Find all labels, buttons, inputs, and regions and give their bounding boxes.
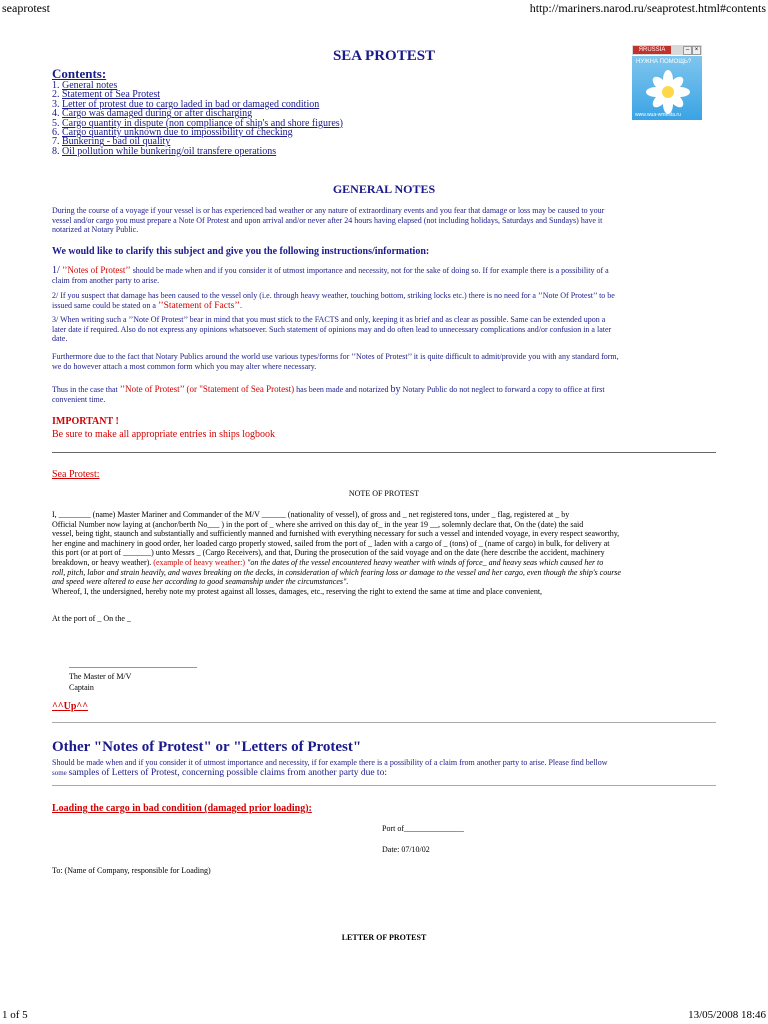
list-item: 4. Cargo was damaged during or after discharging	[52, 108, 253, 120]
master-label: The Master of M/V	[69, 672, 132, 681]
list-item: 2. Statement of Sea Protest	[52, 89, 161, 101]
instruction-3: 3/ When writing such a ’’Note Of Protest’’ bear in mind that you must stick to the FACTS and only, keeping it as brief and as clear as possible. Same can be extended upon a later date if required. Also do not express any opinions whatsoever. Such statement of opinions may and do often lead to unnecessary complications and/or confusion in a later date.	[52, 315, 612, 344]
list-item: 1. General notes	[52, 80, 118, 91]
list-item: 6. Cargo quantity unknown due to impossibility of checking	[52, 127, 293, 139]
instruction-forward: Thus in the case that ’’Note of Protest’’ (or "Statement of Sea Protest) has been made and notarized by Notary Public do not neglect to forward a copy to office at first convenient time.	[52, 384, 605, 404]
other-notes-heading: Other "Notes of Protest" or "Letters of Protest"	[52, 739, 362, 755]
clarify-heading: We would like to clarify this subject and give you the following instructions/information:	[52, 246, 430, 257]
banner-help-text: НУЖНА ПОМОЩЬ?	[636, 59, 692, 65]
toc-link-quantity-unknown[interactable]: Cargo quantity unknown due to impossibility of checking	[62, 127, 293, 139]
signature-line: ________________________________	[69, 660, 197, 669]
at-port-line: At the port of _ On the _	[52, 614, 131, 623]
important-label: IMPORTANT !	[52, 416, 119, 427]
toc-link-bunkering[interactable]: Bunkering - bad oil quality	[62, 136, 171, 148]
banner-url: www.wua-wmesta.ru	[635, 112, 681, 118]
toc-link-quantity-dispute[interactable]: Cargo quantity in dispute (non compliance of ship's and shore figures)	[62, 117, 344, 129]
contents-list	[52, 81, 343, 156]
banner-logo: ЯRUSSIA	[633, 46, 671, 54]
general-notes-intro: During the course of a voyage if your vessel is or has experienced bad weather or any nature of extraordinary events and you fear that damage or loss may be caused to your vessel and/or cargo you must prepare a Note Of Protest and upon arrival and/or never after 24 hours having elapsed (not including holidays, Saturdays and Sundays) have it notarized at Notary Public.	[52, 206, 605, 235]
toc-link-statement[interactable]: Statement of Sea Protest	[62, 89, 161, 101]
other-notes-intro: Should be made when and if you consider it of utmost importance and necessity, if for example there is a possibility of a claim from another party to arise. Please find bellow some samples of Letters of Protest, concerning possible claims from another party due to:	[52, 758, 608, 778]
general-notes-heading: GENERAL NOTES	[332, 182, 436, 196]
browser-page-title: seaprotest	[2, 1, 50, 15]
to-company-line: To: (Name of Company, responsible for Loading)	[52, 866, 211, 875]
instruction-1: 1/ ’’Notes of Protest’’ should be made when and if you consider it of utmost importance and necessity, not for the sake of doing so. If for example there is a possibility of a claim from another party to arise.	[52, 265, 609, 285]
instruction-forms: Furthermore due to the fact that Notary Publics around the world use various types/forms for ’’Notes of Protest’’ it is quite difficult to admit/provide you with any standard form, we do however attach a most common form which you may alter where necessary.	[52, 352, 619, 371]
letter-of-protest-title: LETTER OF PROTEST	[341, 933, 427, 942]
important-text: Be sure to make all appropriate entries in ships logbook	[52, 429, 276, 440]
divider	[52, 452, 716, 453]
print-timestamp: 13/05/2008 18:46	[688, 1009, 766, 1021]
port-of-field: Port of_______________	[382, 824, 464, 833]
note-of-protest-body: I, ________ (name) Master Mariner and Commander of the M/V ______ (nationality of vessel), of gross and _ net registered tons, under _ flag, registered at _ by Official Number now laying at (anchor/berth No___ ) in the port of _ where she arrived on this day of_ in the year 19 __, solemnly declare that, On the (date) the said vessel, being tight, staunch and substantially and sufficiently manned and furnished with everything necessary for such a vessel and intended voyage, in every respect seaworthy, her engine and machinery in good order, her loaded cargo properly stowed, sailed from the port of _ laden with a cargo of _ (tons) of _ (name of cargo) in bulk, for delivery at this port (or at port of _______) unto Messrs _ (Cargo Receivers), and that, During the prosecution of the said voyage and on the date (here describe the accident, machinery breakdown, or heavy weather). (example of heavy weather:) "on the dates of the vessel encountered heavy weather with winds of force_ and heavy seas which caused her to roll, pitch, labor and strain heavily, and waves breaking on the decks, in consideration of which fearing loss or damage to the vessel and her cargo, even though the ship's course and speed were altered to ease her according to good seamanship under the circumstances". Whereof, I, the undersigned, hereby note my protest against all losses, damages, etc., reserving the right to extend the same at time and place convenient,	[52, 510, 621, 596]
toc-link-oil-pollution[interactable]: Oil pollution while bunkering/oil transfere operations	[62, 145, 277, 157]
captain-label: Captain	[69, 683, 94, 692]
toc-link-general-notes[interactable]: General notes	[62, 80, 118, 91]
banner-toolbar	[632, 45, 702, 55]
banner-minimize-button[interactable]: ‒	[683, 46, 692, 55]
sea-protest-label: Sea Protest:	[52, 469, 100, 480]
page-counter: 1 of 5	[2, 1009, 28, 1021]
toc-link-bad-cargo[interactable]: Letter of protest due to cargo laded in bad or damaged condition	[62, 98, 320, 110]
contents-heading: Contents:	[52, 66, 107, 81]
divider	[52, 785, 716, 786]
list-item: 5. Cargo quantity in dispute (non compliance of ship's and shore figures)	[52, 117, 344, 129]
banner-close-button[interactable]: ×	[692, 46, 701, 55]
toc-link-damaged-discharging[interactable]: Cargo was damaged during or after discharging	[62, 108, 253, 120]
note-of-protest-title: NOTE OF PROTEST	[348, 489, 420, 498]
list-item: 3. Letter of protest due to cargo laded in bad or damaged condition	[52, 98, 320, 110]
list-item: 8. Oil pollution while bunkering/oil transfere operations	[52, 145, 277, 157]
page-title: SEA PROTEST	[332, 48, 436, 64]
list-item: 7. Bunkering - bad oil quality	[52, 136, 171, 148]
instruction-2: 2/ If you suspect that damage has been caused to the vessel only (i.e. through heavy weather, touching bottom, striking locks etc.) there is no need for a ’’Note Of Protest’’ to be issued same could be stated on a ’’Statement of Facts’’.	[52, 291, 615, 311]
banner-image[interactable]	[632, 56, 702, 120]
loading-heading: Loading the cargo in bad condition (damaged prior loading):	[52, 803, 312, 814]
page-url: http://mariners.narod.ru/seaprotest.html#contents	[529, 1, 766, 15]
help-banner[interactable]	[632, 45, 702, 120]
date-field: Date: 07/10/02	[382, 845, 430, 854]
divider	[52, 722, 716, 723]
flower-icon	[632, 56, 702, 120]
up-link[interactable]: ^^Up^^	[52, 701, 89, 712]
